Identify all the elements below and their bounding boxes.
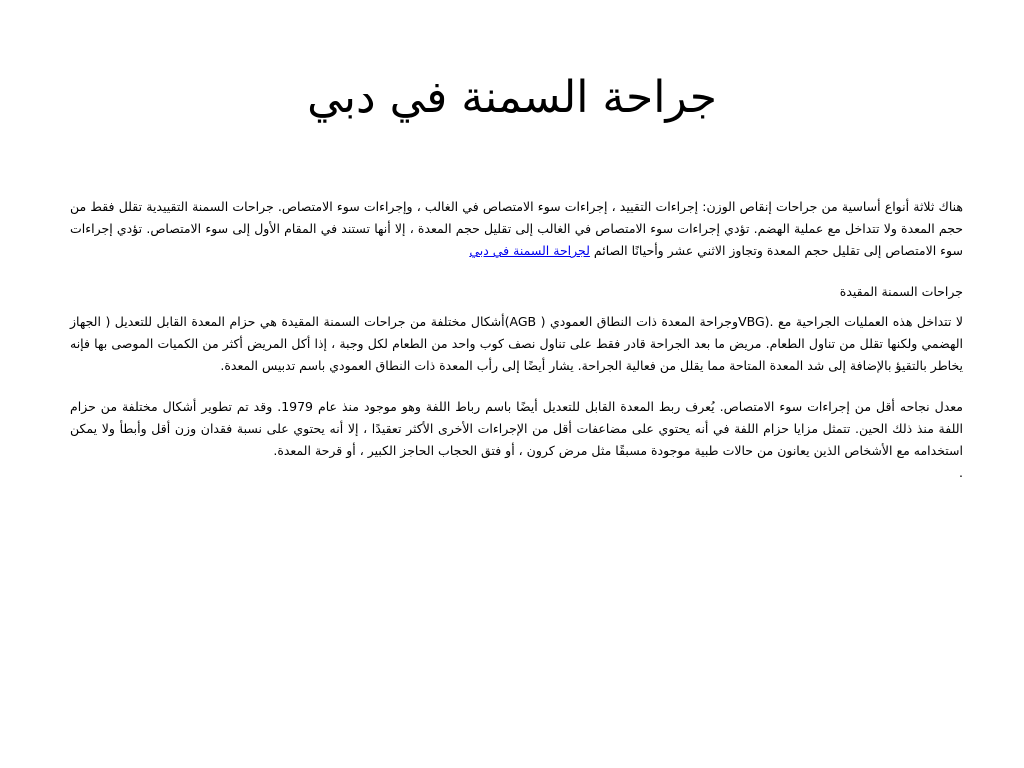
- slide-title: جراحة السمنة في دبي: [307, 72, 717, 123]
- spacer: [70, 303, 963, 311]
- paragraph-intro-text: هناك ثلاثة أنواع أساسية من جراحات إنقاص الوزن: إجراءات التقييد ، إجراءات سوء الامتصاص في الغالب ، وإجراءات سوء الامتصاص. جراحات السمنة التقييدية تقلل فقط من حجم المعدة ولا تتداخل مع عملية الهضم. تؤدي إجراءات سوء الامتصاص في الغالب إلى تقليل حجم المعدة ، إلا أنها تستند في المقام الأول إلى سوء الامتصاص. تؤدي إجراءات سوء الامتصاص إلى تقليل حجم المعدة وتجاوز الاثني عشر وأحيانًا الصائم: [70, 199, 963, 258]
- bariatric-surgery-dubai-link[interactable]: لجراحة السمنة في دبي: [469, 243, 590, 258]
- trailing-dot: .: [959, 465, 963, 480]
- section-heading: جراحات السمنة المقيدة: [839, 284, 963, 299]
- paragraph-restrictive: لا تتداخل هذه العمليات الجراحية مع .(VBGوجراحة المعدة ذات النطاق العمودي ( AGB)أشكال مختلفة من جراحات السمنة المقيدة هي حزام المعدة القابل للتعديل ( الجهاز الهضمي ولكنها تقلل من تناول الطعام. مريض ما بعد الجراحة قادر فقط على تناول نصف كوب واحد من الطعام لكل وجبة ، إذا أكل المريض أكثر من الكميات الموصى بها فإنه يخاطر بالتقيؤ بالإضافة إلى شد المعدة المتاحة مما يقلل من فعالية الجراحة. يشار أيضًا إلى رأب المعدة ذات النطاق العمودي باسم تدبيس المعدة.: [70, 314, 964, 373]
- paragraph-lap-band: معدل نجاحه أقل من إجراءات سوء الامتصاص. يُعرف ربط المعدة القابل للتعديل أيضًا باسم رباط اللفة وهو موجود منذ عام 1979. وقد تم تطوير أشكال مختلفة من حزام اللفة منذ ذلك الحين. تتمثل مزايا حزام اللفة في أنه يحتوي على مضاعفات أقل من الإجراءات الأخرى الأكثر تعقيدًا ، إلا أنه يحتوي على نسبة فقدان وزن أقل وأبطأ ولا يمكن استخدامه مع الأشخاص الذين يعانون من حالات طبية موجودة مسبقًا مثل مرض كرون ، أو فتق الحجاب الحاجز الكبير ، أو قرحة المعدة.: [70, 399, 963, 458]
- spacer: [70, 377, 963, 396]
- spacer: [70, 262, 963, 281]
- paragraph-intro: [70, 196, 963, 262]
- slide-body: [70, 196, 963, 484]
